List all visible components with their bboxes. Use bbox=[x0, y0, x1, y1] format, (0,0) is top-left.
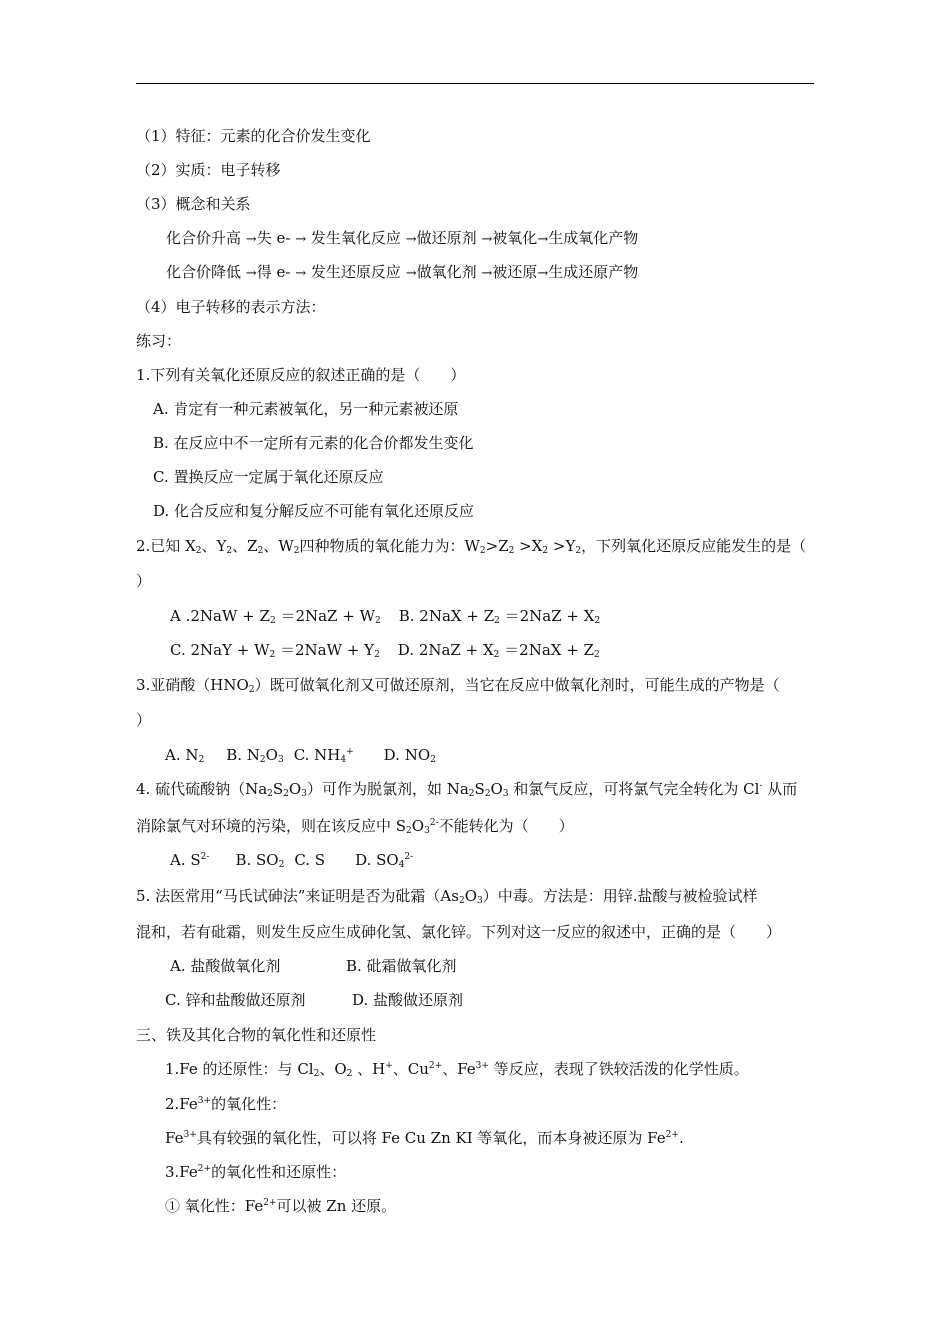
subscript: 2 bbox=[493, 650, 500, 660]
subscript: 2 bbox=[278, 860, 285, 870]
q2-option-c: ＝2NaW + Y bbox=[275, 641, 375, 659]
subscript: 2 bbox=[458, 896, 465, 906]
relation-down-b: 得 e- bbox=[256, 263, 291, 281]
iron-line-5 bbox=[165, 1196, 396, 1216]
subscript: 2 bbox=[430, 755, 436, 765]
arrow-icon: → bbox=[295, 232, 307, 247]
subscript: 2 bbox=[226, 546, 233, 556]
relation-up-f: 生成氧化产物 bbox=[548, 229, 639, 247]
iron-text: ① 氧化性：Fe bbox=[165, 1197, 264, 1215]
q1-option-a: A. 肯定有一种元素被氧化，另一种元素被还原 bbox=[153, 400, 459, 418]
q4-stem bbox=[136, 779, 797, 799]
q2-options-ab bbox=[170, 606, 600, 626]
q3-stem bbox=[136, 675, 780, 695]
q5-stem bbox=[136, 886, 758, 906]
q4-text: S bbox=[272, 780, 284, 798]
q3-option-c: C. NH bbox=[293, 746, 341, 764]
subscript: 2 bbox=[484, 789, 491, 799]
q2-text: >Z bbox=[485, 537, 509, 555]
relation-up-e: 被氧化 bbox=[492, 229, 538, 247]
q2-option-a: A .2NaW + Z bbox=[170, 607, 270, 625]
subscript: 3 bbox=[424, 826, 430, 836]
q2-option-a: ＝2NaZ + W bbox=[275, 607, 375, 625]
superscript: 3+ bbox=[475, 1061, 489, 1071]
subscript: 2 bbox=[259, 755, 266, 765]
subscript: 2 bbox=[313, 1069, 320, 1079]
q4-text: 和氯气反应，可将氯气完全转化为 Cl bbox=[508, 780, 760, 798]
subscript: 2 bbox=[267, 789, 273, 799]
subscript: 2 bbox=[283, 789, 289, 799]
q1-option-d: D. 化合反应和复分解反应不可能有氧化还原反应 bbox=[153, 502, 475, 520]
iron-text: 、H bbox=[352, 1060, 386, 1078]
iron-text: 1.Fe 的还原性：与 Cl bbox=[165, 1060, 314, 1078]
arrow-icon: → bbox=[481, 232, 493, 247]
iron-text: 的氧化性和还原性： bbox=[211, 1163, 347, 1181]
q4-text: 消除氯气对环境的污染，则在该反应中 S bbox=[136, 817, 407, 835]
iron-line-4 bbox=[165, 1162, 346, 1182]
iron-text: 的氧化性： bbox=[211, 1095, 287, 1113]
superscript: + bbox=[385, 1061, 393, 1071]
q4-text: 不能转化为（ ） bbox=[438, 817, 574, 835]
subscript: 2 bbox=[374, 650, 380, 660]
arrow-icon: → bbox=[405, 266, 417, 281]
arrow-icon: → bbox=[295, 266, 307, 281]
arrow-icon: → bbox=[481, 266, 493, 281]
iron-text: 3.Fe bbox=[165, 1163, 198, 1181]
arrow-icon: → bbox=[405, 232, 417, 247]
q2-text: 四种物质的氧化能力为：W bbox=[299, 537, 480, 555]
q2-stem bbox=[136, 536, 806, 556]
iron-line-3 bbox=[165, 1128, 684, 1148]
q2-option-d: D. 2NaZ + X bbox=[397, 641, 494, 659]
q5-option-c: C. 锌和盐酸做还原剂 bbox=[165, 991, 306, 1009]
relation-up-row bbox=[166, 228, 638, 250]
concept-item-4: （4）电子转移的表示方法： bbox=[136, 298, 326, 316]
arrow-icon: → bbox=[537, 232, 549, 247]
concept-item-2: （2）实质：电子转移 bbox=[136, 161, 281, 179]
subscript: 2 bbox=[542, 546, 549, 556]
iron-line-2 bbox=[165, 1094, 286, 1114]
q5-option-d: D. 盐酸做还原剂 bbox=[352, 991, 464, 1009]
iron-text: 具有较强的氧化性，可以将 Fe Cu Zn KI 等氧化，而本身被还原为 Fe bbox=[196, 1129, 666, 1147]
concept-item-3: （3）概念和关系 bbox=[136, 195, 251, 213]
relation-up-b: 失 e- bbox=[256, 229, 291, 247]
superscript: 2- bbox=[429, 818, 439, 828]
section-iron-title: 三、铁及其化合物的氧化性和还原性 bbox=[136, 1026, 377, 1044]
subscript: 2 bbox=[248, 685, 255, 695]
q4-text: O bbox=[288, 780, 302, 798]
q2-stem-cont: ） bbox=[136, 572, 152, 590]
superscript: 3+ bbox=[197, 1096, 212, 1106]
subscript: 2 bbox=[508, 546, 515, 556]
q4-option-b: B. SO bbox=[235, 851, 279, 869]
q2-option-b: B. 2NaX + Z bbox=[398, 607, 495, 625]
q5-text: 5. 法医常用“马氏试砷法”来证明是否为砒霜（As bbox=[136, 887, 459, 905]
subscript: 2 bbox=[257, 546, 264, 556]
superscript: 2- bbox=[200, 852, 210, 862]
arrow-icon: → bbox=[245, 232, 257, 247]
subscript: 4 bbox=[398, 860, 405, 870]
q2-text: ，下列氧化还原反应能发生的是（ bbox=[581, 537, 807, 555]
iron-text: 可以被 Zn 还原。 bbox=[276, 1197, 397, 1215]
q2-text: 2.已知 X bbox=[136, 537, 196, 555]
iron-text: 、Cu bbox=[392, 1060, 429, 1078]
q2-options-cd bbox=[170, 640, 600, 660]
q3-options bbox=[165, 745, 436, 765]
subscript: 2 bbox=[375, 616, 381, 626]
q1-option-b: B. 在反应中不一定所有元素的化合价都发生变化 bbox=[153, 434, 474, 452]
superscript: + bbox=[346, 747, 354, 757]
arrow-icon: → bbox=[537, 266, 549, 281]
subscript: 2 bbox=[198, 755, 205, 765]
q5-option-b: B. 砒霜做氧化剂 bbox=[346, 957, 457, 975]
q2-text: >X bbox=[514, 537, 543, 555]
superscript: 3+ bbox=[183, 1130, 197, 1140]
subscript: 2 bbox=[195, 546, 202, 556]
q4-text: 从而 bbox=[762, 780, 798, 798]
q4-options bbox=[170, 850, 413, 870]
superscript: 2- bbox=[404, 852, 414, 862]
iron-text: 等反应，表现了铁较活泼的化学性质。 bbox=[488, 1060, 749, 1078]
subscript: 2 bbox=[594, 616, 601, 626]
relation-down-c: 发生还原反应 bbox=[310, 263, 401, 281]
q4-option-d: D. SO bbox=[355, 851, 399, 869]
subscript: 2 bbox=[293, 546, 300, 556]
relation-down-a: 化合价降低 bbox=[166, 263, 242, 281]
q2-text: 、Z bbox=[232, 537, 258, 555]
q4-stem-cont bbox=[136, 816, 574, 836]
superscript: 2+ bbox=[263, 1198, 277, 1208]
superscript: 2+ bbox=[197, 1164, 212, 1174]
q3-option-b: B. N bbox=[226, 746, 260, 764]
q2-option-b: ＝2NaZ + X bbox=[499, 607, 595, 625]
subscript: 3 bbox=[277, 755, 284, 765]
subscript: 2 bbox=[468, 789, 475, 799]
subscript: 2 bbox=[593, 650, 600, 660]
relation-up-a: 化合价升高 bbox=[166, 229, 242, 247]
relation-down-f: 生成还原产物 bbox=[548, 263, 639, 281]
iron-text: 、O bbox=[319, 1060, 347, 1078]
subscript: 2 bbox=[494, 616, 500, 626]
superscript: - bbox=[759, 781, 763, 791]
q2-text: >Y bbox=[548, 537, 576, 555]
header-rule bbox=[136, 83, 814, 84]
q2-option-c: C. 2NaY + W bbox=[170, 641, 270, 659]
subscript: 2 bbox=[269, 616, 276, 626]
relation-down-d: 做氧化剂 bbox=[416, 263, 477, 281]
relation-down-row bbox=[166, 262, 638, 284]
subscript: 3 bbox=[502, 789, 509, 799]
q4-option-c: C. S bbox=[294, 851, 326, 869]
q4-text: ）可作为脱氯剂，如 Na bbox=[306, 780, 469, 798]
superscript: 2+ bbox=[665, 1130, 679, 1140]
q4-text: O bbox=[411, 817, 425, 835]
q5-stem-cont: 混和，若有砒霜，则发生反应生成砷化氢、氯化锌。下列对这一反应的叙述中，正确的是（ ） bbox=[136, 923, 782, 941]
subscript: 2 bbox=[575, 546, 582, 556]
q5-option-a: A. 盐酸做氧化剂 bbox=[170, 957, 281, 975]
subscript: 2 bbox=[479, 546, 486, 556]
iron-line-1 bbox=[165, 1059, 749, 1079]
q4-text: 4. 硫代硫酸钠（Na bbox=[136, 780, 268, 798]
subscript: 2 bbox=[269, 650, 276, 660]
iron-text: Fe bbox=[165, 1129, 184, 1147]
iron-text: 、Fe bbox=[442, 1060, 476, 1078]
arrow-icon: → bbox=[245, 266, 257, 281]
subscript: 3 bbox=[477, 896, 483, 906]
relation-down-e: 被还原 bbox=[492, 263, 538, 281]
q5-text: O bbox=[464, 887, 477, 905]
iron-text: 2.Fe bbox=[165, 1095, 198, 1113]
superscript: 2+ bbox=[428, 1061, 443, 1071]
q3-text: ）既可做氧化剂又可做还原剂，当它在反应中做氧化剂时，可能生成的产物是（ bbox=[254, 676, 780, 694]
q3-option-d: D. NO bbox=[383, 746, 431, 764]
q3-stem-cont: ） bbox=[136, 711, 152, 729]
relation-up-d: 做还原剂 bbox=[416, 229, 477, 247]
practice-heading: 练习： bbox=[136, 332, 182, 350]
q3-option-a: A. N bbox=[165, 746, 199, 764]
q2-text: 、W bbox=[263, 537, 294, 555]
subscript: 4 bbox=[340, 755, 347, 765]
q2-text: 、Y bbox=[201, 537, 227, 555]
q3-option-b: O bbox=[265, 746, 278, 764]
q4-option-a: A. S bbox=[170, 851, 201, 869]
q2-option-d: ＝2NaX + Z bbox=[499, 641, 594, 659]
q3-text: 3.亚硝酸（HNO bbox=[136, 676, 249, 694]
q5-text: ）中毒。方法是：用锌.盐酸与被检验试样 bbox=[482, 887, 758, 905]
q4-text: O bbox=[490, 780, 503, 798]
q1-stem: 1.下列有关氧化还原反应的叙述正确的是（ ） bbox=[136, 366, 466, 384]
iron-text: . bbox=[678, 1129, 684, 1147]
subscript: 2 bbox=[346, 1069, 353, 1079]
subscript: 2 bbox=[406, 826, 412, 836]
q1-option-c: C. 置换反应一定属于氧化还原反应 bbox=[153, 468, 384, 486]
concept-item-1: （1）特征：元素的化合价发生变化 bbox=[136, 127, 371, 145]
relation-up-c: 发生氧化反应 bbox=[310, 229, 401, 247]
q4-text: S bbox=[474, 780, 485, 798]
subscript: 3 bbox=[301, 789, 307, 799]
